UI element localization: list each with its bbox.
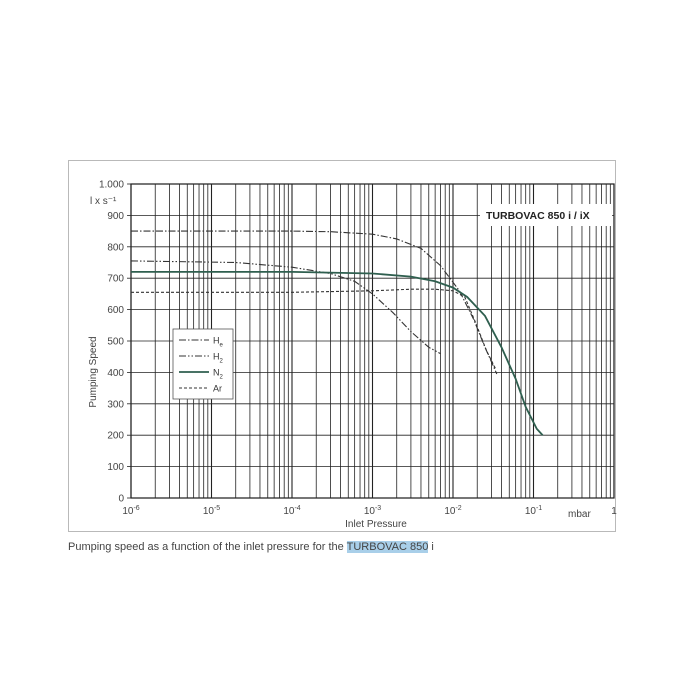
y-tick-label: 100 (107, 462, 124, 474)
x-tick-label: $10^{-2}$ (444, 505, 462, 517)
legend-label-h2: $H_2$ (213, 351, 223, 365)
y-axis-unit: l x s⁻¹ (90, 196, 117, 207)
caption-highlight: TURBOVAC 850 (346, 541, 429, 553)
y-tick-label: 0 (118, 493, 124, 505)
legend-label-he: $H_e$ (213, 335, 223, 349)
legend-label-n2: $N_2$ (213, 367, 223, 381)
y-tick-label: 600 (107, 305, 124, 317)
pumping-speed-chart (68, 160, 616, 532)
y-tick-labels (99, 180, 124, 505)
y-tick-label: 900 (107, 210, 124, 222)
x-axis-label: Inlet Pressure (345, 519, 407, 530)
legend (173, 329, 233, 399)
x-tick-label: $10^{-6}$ (122, 505, 140, 517)
y-tick-label: 700 (107, 273, 124, 285)
x-tick-label: 1 (611, 506, 617, 517)
x-tick-labels (122, 505, 617, 517)
x-tick-label: $10^{-4}$ (283, 505, 301, 517)
y-axis-label: Pumping Speed (88, 336, 99, 408)
y-tick-label: 500 (107, 336, 124, 348)
caption-text: Pumping speed as a function of the inlet pressure for the (68, 541, 347, 553)
y-tick-label: 300 (107, 399, 124, 411)
x-tick-label: $10^{-5}$ (202, 505, 221, 517)
y-tick-label: 400 (107, 367, 124, 379)
figure-caption (68, 541, 434, 553)
x-axis-unit: mbar (568, 509, 591, 520)
y-tick-label: 200 (107, 430, 124, 442)
y-tick-label: 800 (107, 242, 124, 254)
legend-label-ar: Ar (213, 383, 222, 394)
x-tick-label: $10^{-3}$ (363, 505, 382, 517)
chart-title-box (480, 204, 612, 226)
chart-title: TURBOVAC 850 i / iX (486, 210, 590, 222)
caption-suffix: i (428, 541, 434, 553)
x-tick-label: $10^{-1}$ (524, 505, 543, 517)
y-tick-label: 1.000 (98, 179, 124, 191)
